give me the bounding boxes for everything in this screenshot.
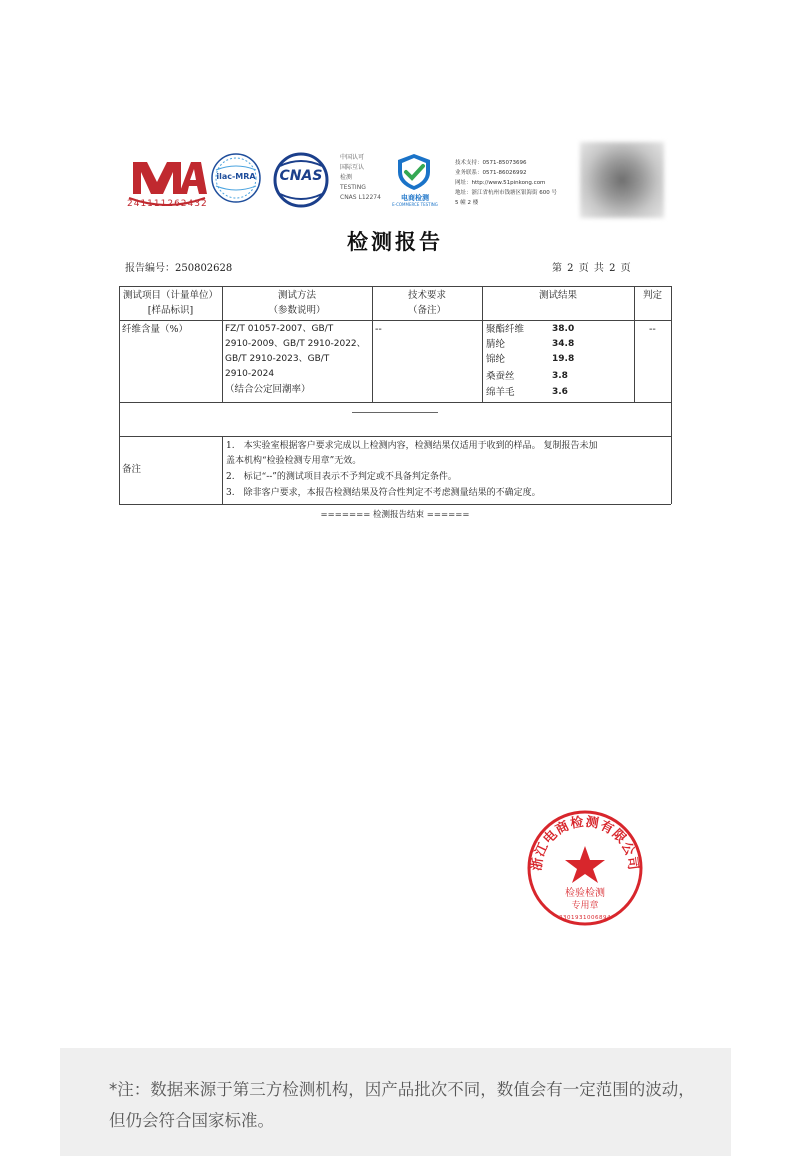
report-title: 检测报告 (347, 229, 443, 254)
company-seal-stamp (524, 810, 646, 928)
row-method: FZ/T 01057-2007、GB/T 2910-2009、GB/T 2910-2022、 GB/T 2910-2023、GB/T 2910-2024 （结合公定回潮率） (225, 324, 366, 395)
table-rule (222, 436, 223, 504)
svg-text:专用章: 专用章 (571, 901, 599, 911)
remarks-label: 备注 (122, 464, 142, 475)
table-rule (119, 402, 671, 403)
report-header-logos (0, 0, 790, 230)
table-rule (119, 320, 671, 321)
header-requirement: 技术要求 （备注） (407, 290, 446, 316)
remark-line: 1. 本实验室根据客户要求完成以上检测内容，检测结果仅适用于收到的样品。 复制报告未加 (226, 441, 598, 451)
header-judgement: 判定 (642, 290, 662, 301)
cma-code: 241111262432 (127, 199, 208, 209)
row-judgement: -- (649, 324, 656, 335)
row-item: 纤维含量（%） (122, 324, 189, 335)
table-rule (634, 286, 635, 402)
blurred-qr-code (580, 142, 664, 218)
svg-text:浙江电商检测有限公司: 浙江电商检测有限公司 (529, 814, 641, 872)
svg-text:检验检测: 检验检测 (565, 888, 605, 899)
table-rule (482, 286, 483, 402)
remark-line: 2. 标记“--”的测试项目表示不予判定或不具备判定条件。 (226, 472, 457, 482)
page-indicator: 第 2 页 共 2 页 (552, 263, 631, 274)
cnas-label: CNAS (279, 168, 323, 184)
disclaimer-text: *注：数据来源于第三方检测机构，因产品批次不同，数值会有一定范围的波动，但仍会符合国家标准。 (109, 1080, 695, 1130)
ecommerce-testing-en: E-COMMERCE TESTING (392, 202, 438, 207)
lab-contact-info: 技术支持：0571-85073696 业务联系：0571-86026992 网址：http://www.51pinkong.com 地址：浙江省杭州市钱塘区银海街 600 号 5 幢 2 楼 (455, 160, 557, 206)
empty-row-separator (352, 412, 438, 413)
ecommerce-testing-shield-icon (392, 152, 436, 192)
table-rule (119, 286, 120, 504)
table-rule (671, 286, 672, 504)
header-method: 测试方法 （参数说明） (268, 290, 326, 316)
cnas-info: 中国认可 国际互认 检测 TESTING CNAS L12274 (340, 154, 381, 201)
ecommerce-testing-cn: 电商检测 (401, 194, 429, 202)
table-rule (119, 286, 671, 287)
report-number: 报告编号：250802628 (125, 263, 233, 274)
report-end-mark: ======= 检测报告结束 ====== (320, 510, 470, 520)
row-requirement: -- (375, 324, 382, 335)
ilac-mra-label: ilac-MRA (216, 172, 256, 181)
header-result: 测试结果 (538, 290, 577, 301)
test-results-table: 测试项目（计量单位） [样品标识] 测试方法 （参数说明） 技术要求 （备注） 测试结果 判定 纤维含量（%） FZ/T 01057-2007、GB/T 2910-2009、GB/T 2910-2022、 GB/T 2910-2023、GB/T 2910-2024 （结合公定回潮率） -- 聚酯纤维 38.0 腈纶 34.8 锦纶 19.8 桑蚕丝 3.8 绵羊毛 3.6 -- 备注 1. 本实验室根据客户要求完成以上检测内容，检测结果仅适用于收到的样品。 复制报告未加 盖本机构“检验检测专用章”无效。 2. 标记“--”的测试项目表示不予判定或不具备判定条件。 3. 除非客户要求，本报告检测结果及符合性判定不考虑测量结果的不确定度。 (119, 286, 671, 505)
disclaimer-panel (60, 1048, 731, 1156)
table-rule (119, 504, 671, 505)
svg-text:3301931006894: 3301931006894 (559, 915, 611, 921)
remark-line: 盖本机构“检验检测专用章”无效。 (226, 456, 362, 466)
header-item: 测试项目（计量单位） [样品标识] (122, 290, 218, 316)
table-rule (119, 436, 671, 437)
remark-line: 3. 除非客户要求，本报告检测结果及符合性判定不考虑测量结果的不确定度。 (226, 488, 541, 498)
